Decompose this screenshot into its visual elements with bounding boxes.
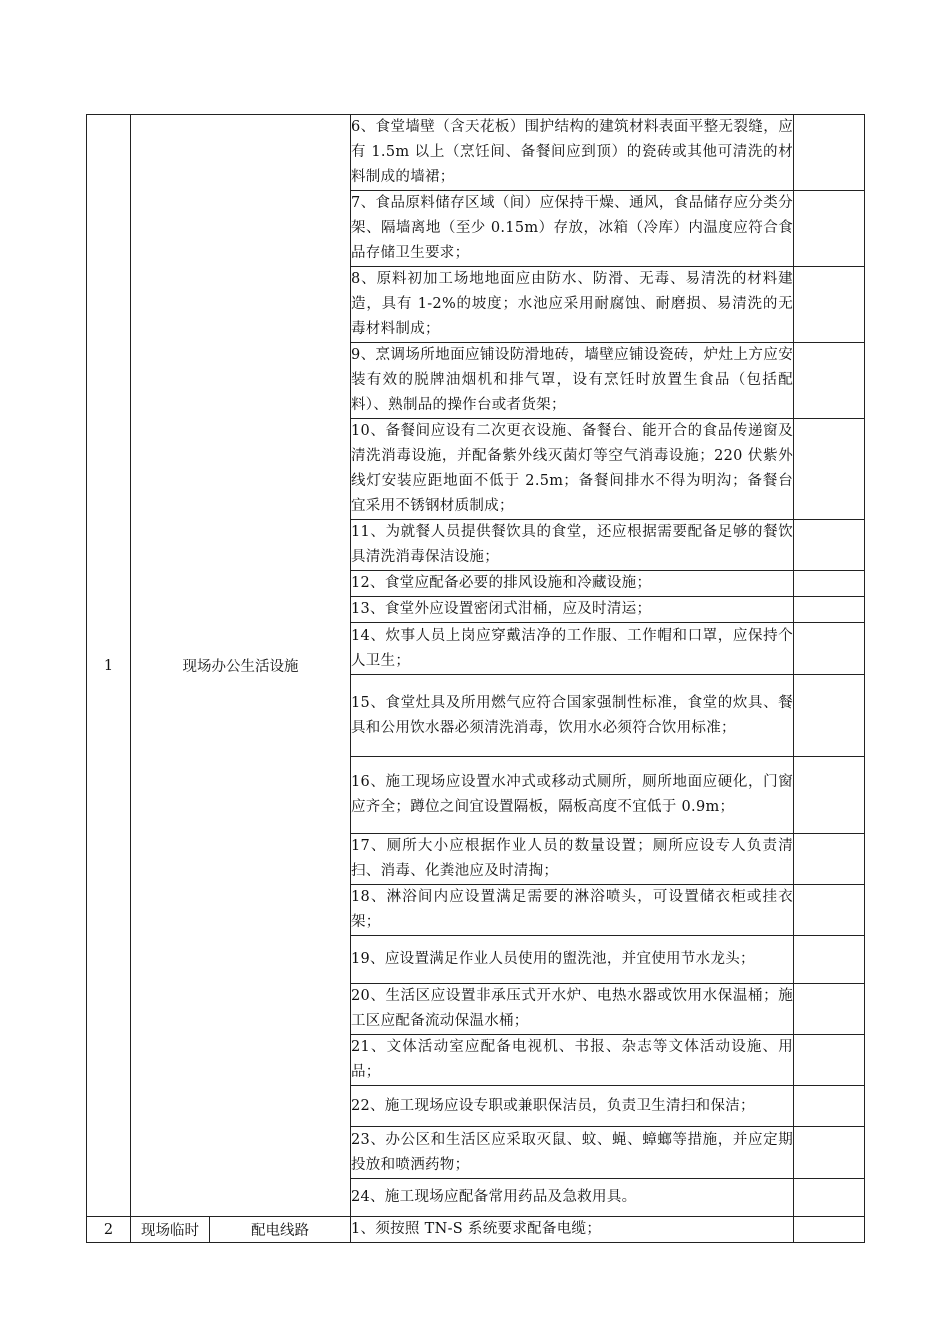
row-number: 2 bbox=[103, 1221, 114, 1238]
table-row bbox=[87, 1217, 865, 1243]
requirement-cell bbox=[351, 343, 794, 419]
requirement-text: 11、为就餐人员提供餐饮具的食堂，还应根据需要配备足够的餐饮具清洗消毒保洁设施； bbox=[351, 524, 793, 565]
requirement-cell bbox=[351, 623, 794, 675]
category-cell bbox=[131, 1217, 210, 1243]
check-cell[interactable] bbox=[794, 267, 865, 343]
requirement-cell bbox=[351, 267, 794, 343]
category-label: 现场临时 bbox=[141, 1223, 199, 1239]
row-number-cell bbox=[87, 115, 131, 1217]
subcategory-label: 配电线路 bbox=[251, 1223, 309, 1239]
requirement-cell bbox=[351, 419, 794, 520]
requirement-text: 19、应设置满足作业人员使用的盥洗池，并宜使用节水龙头； bbox=[351, 951, 755, 967]
requirement-cell bbox=[351, 834, 794, 885]
check-cell[interactable] bbox=[794, 571, 865, 597]
requirement-text: 9、烹调场所地面应铺设防滑地砖，墙壁应铺设瓷砖，炉灶上方应安装有效的脱牌油烟机和排气罩，设有烹饪时放置生食品（包括配料）、熟制品的操作台或者货架； bbox=[351, 347, 793, 413]
row-number-cell bbox=[87, 1217, 131, 1243]
check-cell[interactable] bbox=[794, 1217, 865, 1243]
requirement-text: 15、食堂灶具及所用燃气应符合国家强制性标准，食堂的炊具、餐具和公用饮水器必须清洗消毒，饮用水必须符合饮用标准； bbox=[351, 694, 793, 736]
check-cell[interactable] bbox=[794, 419, 865, 520]
requirement-text: 20、生活区应设置非承压式开水炉、电热水器或饮用水保温桶；施工区应配备流动保温水桶； bbox=[351, 988, 793, 1029]
check-cell[interactable] bbox=[794, 757, 865, 834]
check-cell[interactable] bbox=[794, 191, 865, 267]
requirement-cell bbox=[351, 571, 794, 597]
requirement-cell bbox=[351, 1086, 794, 1127]
requirement-cell bbox=[351, 115, 794, 191]
check-cell[interactable] bbox=[794, 343, 865, 419]
check-cell[interactable] bbox=[794, 1127, 865, 1179]
check-cell[interactable] bbox=[794, 1086, 865, 1127]
requirement-cell bbox=[351, 1179, 794, 1217]
check-cell[interactable] bbox=[794, 623, 865, 675]
requirement-text: 23、办公区和生活区应采取灭鼠、蚊、蝇、蟑螂等措施，并应定期投放和喷洒药物； bbox=[351, 1131, 793, 1173]
requirement-text: 14、炊事人员上岗应穿戴洁净的工作服、工作帽和口罩，应保持个人卫生； bbox=[351, 627, 793, 669]
requirement-text: 7、食品原料储存区域（间）应保持干燥、通风，食品储存应分类分架、隔墙离地（至少 0.15m）存放，冰箱（冷库）内温度应符合食品存储卫生要求； bbox=[351, 195, 793, 261]
requirement-cell bbox=[351, 1217, 794, 1243]
check-cell[interactable] bbox=[794, 520, 865, 571]
requirement-text: 22、施工现场应设专职或兼职保洁员，负责卫生清扫和保洁； bbox=[351, 1097, 755, 1114]
check-cell[interactable] bbox=[794, 115, 865, 191]
requirement-text: 21、文体活动室应配备电视机、书报、杂志等文体活动设施、用品； bbox=[351, 1039, 793, 1080]
requirement-cell bbox=[351, 936, 794, 984]
requirement-text: 10、备餐间应设有二次更衣设施、备餐台、能开合的食品传递窗及清洗消毒设施，并配备紫外线灭菌灯等空气消毒设施；220 伏紫外线灯安装应距地面不低于 2.5m；备餐间排水不得为明沟；备餐台宜采用不锈钢材质制成； bbox=[351, 423, 793, 514]
category-label: 现场办公生活设施 bbox=[182, 659, 299, 675]
requirement-cell bbox=[351, 984, 794, 1035]
requirement-text: 18、淋浴间内应设置满足需要的淋浴喷头，可设置储衣柜或挂衣架； bbox=[351, 889, 793, 930]
requirement-text: 24、施工现场应配备常用药品及急救用具。 bbox=[351, 1189, 637, 1205]
requirement-text: 6、食堂墙壁（含天花板）围护结构的建筑材料表面平整无裂缝，应有 1.5m 以上（烹饪间、备餐间应到顶）的瓷砖或其他可清洗的材料制成的墙裙； bbox=[351, 119, 793, 185]
requirement-text: 8、原料初加工场地地面应由防水、防滑、无毒、易清洗的材料建造，具有 1-2%的坡度；水池应采用耐腐蚀、耐磨损、易清洗的无毒材料制成； bbox=[351, 271, 793, 337]
requirement-cell bbox=[351, 191, 794, 267]
requirement-text: 17、厕所大小应根据作业人员的数量设置；厕所应设专人负责清扫、消毒、化粪池应及时清掏； bbox=[351, 838, 793, 879]
inspection-table bbox=[86, 114, 865, 1243]
requirement-text: 1、须按照 TN-S 系统要求配备电缆； bbox=[351, 1221, 602, 1237]
check-cell[interactable] bbox=[794, 1179, 865, 1217]
table-row bbox=[87, 115, 865, 191]
check-cell[interactable] bbox=[794, 984, 865, 1035]
subcategory-cell bbox=[210, 1217, 351, 1243]
requirement-text: 13、食堂外应设置密闭式泔桶，应及时清运； bbox=[351, 601, 652, 617]
requirement-cell bbox=[351, 885, 794, 936]
row-number: 1 bbox=[103, 657, 114, 674]
requirement-text: 16、施工现场应设置水冲式或移动式厕所，厕所地面应硬化，门窗应齐全；蹲位之间宜设置隔板，隔板高度不宜低于 0.9m； bbox=[351, 774, 793, 815]
requirement-cell bbox=[351, 757, 794, 834]
check-cell[interactable] bbox=[794, 675, 865, 757]
category-cell bbox=[131, 115, 351, 1217]
check-cell[interactable] bbox=[794, 936, 865, 984]
requirement-cell bbox=[351, 1035, 794, 1086]
requirement-cell bbox=[351, 675, 794, 757]
check-cell[interactable] bbox=[794, 834, 865, 885]
requirement-cell bbox=[351, 1127, 794, 1179]
requirement-cell bbox=[351, 520, 794, 571]
check-cell[interactable] bbox=[794, 1035, 865, 1086]
check-cell[interactable] bbox=[794, 597, 865, 623]
requirement-cell bbox=[351, 597, 794, 623]
requirement-text: 12、食堂应配备必要的排风设施和冷藏设施； bbox=[351, 575, 652, 591]
check-cell[interactable] bbox=[794, 885, 865, 936]
